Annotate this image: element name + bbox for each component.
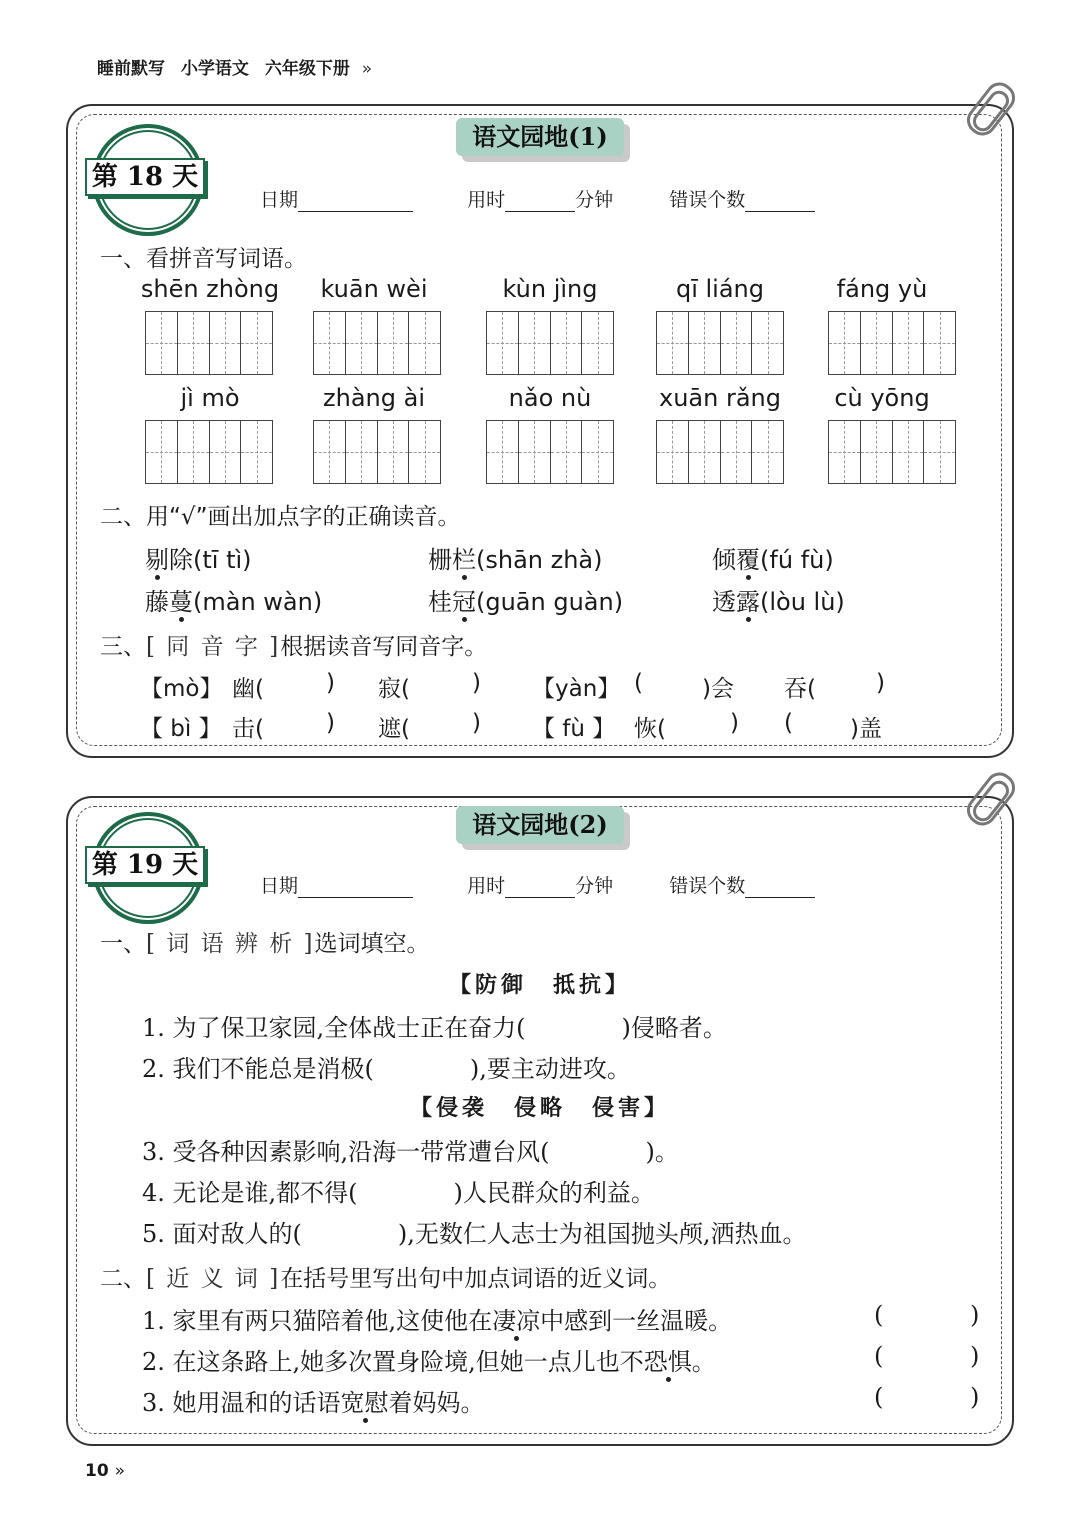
brand-label: 睡前默写 <box>97 59 165 79</box>
day18-q2-heading: 二、用“√”画出加点字的正确读音。 <box>100 504 461 530</box>
sentence-part: 2. 在这条路上,她多次置身险境,但她一点儿也不 <box>142 1348 644 1376</box>
dotted-word: 宽慰 <box>340 1389 389 1417</box>
pinyin-word: kuān wèi <box>320 275 428 303</box>
pinyin-word: cù yōng <box>834 384 930 412</box>
homophone-blank-close: ) <box>876 670 885 696</box>
reading-options: (guān guàn) <box>476 588 624 616</box>
dotted-char: 覆 <box>736 546 760 574</box>
plain-char: 倾 <box>712 546 736 574</box>
reading-item[interactable] <box>712 582 845 617</box>
fill-sentence[interactable]: 1. 为了保卫家园,全体战士正在奋力( )侵略者。 <box>142 1014 727 1042</box>
synonym-sentence <box>142 1301 732 1336</box>
sentence-part: 1. 家里有两只猫陪着他,这使他在 <box>142 1307 493 1335</box>
day18-q1-heading: 一、看拼音写词语。 <box>100 246 307 272</box>
homophone-blank[interactable]: 寂( <box>378 676 410 702</box>
homophone-blank-close: ) <box>326 670 335 696</box>
writing-grid[interactable] <box>828 420 956 484</box>
writing-grid[interactable] <box>313 311 441 375</box>
pinyin-word: nǎo nù <box>508 384 592 412</box>
homophone-label: 【mò】 <box>140 676 223 702</box>
q2-text: 在括号里写出句中加点词语的近义词。 <box>280 1266 672 1292</box>
writing-grid[interactable] <box>486 420 614 484</box>
time-label: 用时 <box>467 875 506 897</box>
pinyin-word: jì mò <box>180 384 240 412</box>
q3-tag: [ 同 音 字 ] <box>146 634 281 660</box>
synonym-sentence <box>142 1383 485 1418</box>
day19-q1-heading <box>100 925 430 958</box>
q2-prefix: 二、 <box>100 1266 146 1292</box>
pinyin-word: xuān rǎng <box>659 384 781 412</box>
answer-paren-close: ) <box>970 1342 980 1370</box>
pinyin-word: kùn jìng <box>502 275 598 303</box>
errors-field[interactable] <box>745 193 815 212</box>
dotted-word: 凄凉 <box>492 1307 541 1335</box>
homophone-blank[interactable]: 吞( <box>784 676 816 702</box>
writing-grid[interactable] <box>486 311 614 375</box>
errors-label: 错误个数 <box>669 189 746 211</box>
homophone-label: 【yàn】 <box>532 676 621 702</box>
reading-options: (shān zhà) <box>476 546 603 574</box>
writing-grid[interactable] <box>145 311 273 375</box>
dotted-char: 栏 <box>452 546 476 574</box>
sentence-part: 。 <box>691 1348 716 1376</box>
errors-label: 错误个数 <box>669 875 746 897</box>
dotted-char: 剔 <box>145 546 169 574</box>
homophone-blank-close: )盖 <box>850 716 882 742</box>
writing-grid[interactable] <box>145 420 273 484</box>
dotted-word: 恐惧 <box>643 1348 692 1376</box>
plain-char: 栅 <box>428 546 452 574</box>
homophone-blank[interactable]: ( <box>634 670 643 696</box>
date-field[interactable] <box>298 193 413 212</box>
time-field[interactable] <box>505 193 575 212</box>
homophone-blank-close: ) <box>472 710 481 736</box>
q2-tag: [ 近 义 词 ] <box>146 1266 281 1292</box>
q1-tag: [ 词 语 辨 析 ] <box>146 931 315 957</box>
homophone-blank[interactable]: 幽( <box>232 676 264 702</box>
minutes-label: 分钟 <box>575 875 614 897</box>
q3-prefix: 三、 <box>100 634 146 660</box>
plain-char: 除 <box>169 546 193 574</box>
dotted-char: 露 <box>736 588 760 616</box>
fill-sentence[interactable]: 4. 无论是谁,都不得( )人民群众的利益。 <box>142 1179 655 1207</box>
day18-title: 语文园地(1) <box>456 118 624 156</box>
day19-title: 语文园地(2) <box>456 806 624 844</box>
chevron-icon: » <box>114 1461 125 1481</box>
answer-paren-close: ) <box>970 1383 980 1411</box>
pinyin-word: fáng yù <box>836 275 928 303</box>
page-number: 10 <box>85 1461 109 1481</box>
day18-badge: 第 18 天 <box>85 158 205 196</box>
date-label: 日期 <box>260 189 299 211</box>
homophone-blank-close: ) <box>326 710 335 736</box>
chevron-icon: » <box>361 59 373 79</box>
date-field[interactable] <box>298 879 413 898</box>
reading-options: (lòu lù) <box>760 588 845 616</box>
answer-paren-open[interactable]: ( <box>874 1342 884 1370</box>
fill-sentence[interactable]: 3. 受各种因素影响,沿海一带常遭台风( )。 <box>142 1138 679 1166</box>
page-header <box>97 54 372 79</box>
reading-options: (fú fù) <box>760 546 834 574</box>
q3-text: 根据读音写同音字。 <box>280 634 488 660</box>
day19-badge: 第 19 天 <box>85 846 205 884</box>
fill-sentence[interactable]: 2. 我们不能总是消极( ),要主动进攻。 <box>142 1055 631 1083</box>
dotted-char: 蔓 <box>169 588 193 616</box>
page-footer <box>85 1461 125 1481</box>
day18-meta <box>260 185 815 212</box>
reading-item[interactable] <box>712 540 834 575</box>
grade-label: 六年级下册 <box>264 59 350 79</box>
time-label: 用时 <box>467 189 506 211</box>
homophone-blank-close: )会 <box>702 676 734 702</box>
homophone-blank[interactable]: 恢( <box>634 716 666 742</box>
answer-paren-open[interactable]: ( <box>874 1383 884 1411</box>
day19-meta <box>260 871 815 898</box>
homophone-label: 【 fù 】 <box>532 716 616 742</box>
sentence-part: 中感到一丝温暖。 <box>540 1307 733 1335</box>
q1-prefix: 一、 <box>100 931 146 957</box>
pinyin-word: qī liáng <box>675 275 765 303</box>
writing-grid[interactable] <box>656 420 784 484</box>
plain-char: 桂 <box>428 588 452 616</box>
minutes-label: 分钟 <box>575 189 614 211</box>
sentence-part: 3. 她用温和的话语 <box>142 1389 341 1417</box>
writing-grid[interactable] <box>313 420 441 484</box>
q1-text: 选词填空。 <box>314 931 430 957</box>
day18-q3-heading <box>100 628 487 661</box>
time-field[interactable] <box>505 879 575 898</box>
dotted-char: 冠 <box>452 588 476 616</box>
reading-options: (tī tì) <box>193 546 252 574</box>
sentence-part: 着妈妈。 <box>388 1389 485 1417</box>
plain-char: 透 <box>712 588 736 616</box>
reading-item[interactable] <box>428 540 603 575</box>
synonym-sentence <box>142 1342 716 1377</box>
reading-item[interactable] <box>145 582 322 617</box>
writing-grid[interactable] <box>828 311 956 375</box>
answer-paren-close: ) <box>970 1301 980 1329</box>
homophone-blank[interactable]: 遮( <box>378 716 410 742</box>
subject-label: 小学语文 <box>180 59 249 79</box>
writing-grid[interactable] <box>656 311 784 375</box>
plain-char: 藤 <box>145 588 169 616</box>
pinyin-word: zhàng ài <box>323 384 425 412</box>
homophone-blank-close: ) <box>472 670 481 696</box>
errors-field[interactable] <box>745 879 815 898</box>
fill-sentence[interactable]: 5. 面对敌人的( ),无数仁人志士为祖国抛头颅,洒热血。 <box>142 1220 807 1248</box>
homophone-label: 【 bì 】 <box>140 716 222 742</box>
reading-item[interactable] <box>145 540 252 575</box>
pinyin-word: shēn zhòng <box>140 275 280 303</box>
word-options: 【防御 抵抗】 <box>448 972 631 998</box>
word-options: 【侵袭 侵略 侵害】 <box>409 1095 670 1121</box>
day19-q2-heading <box>100 1260 671 1293</box>
homophone-blank-close: ) <box>730 710 739 736</box>
reading-item[interactable] <box>428 582 623 617</box>
homophone-blank[interactable]: ( <box>784 710 793 736</box>
homophone-blank[interactable]: 击( <box>232 716 264 742</box>
answer-paren-open[interactable]: ( <box>874 1301 884 1329</box>
reading-options: (màn wàn) <box>193 588 323 616</box>
date-label: 日期 <box>260 875 299 897</box>
